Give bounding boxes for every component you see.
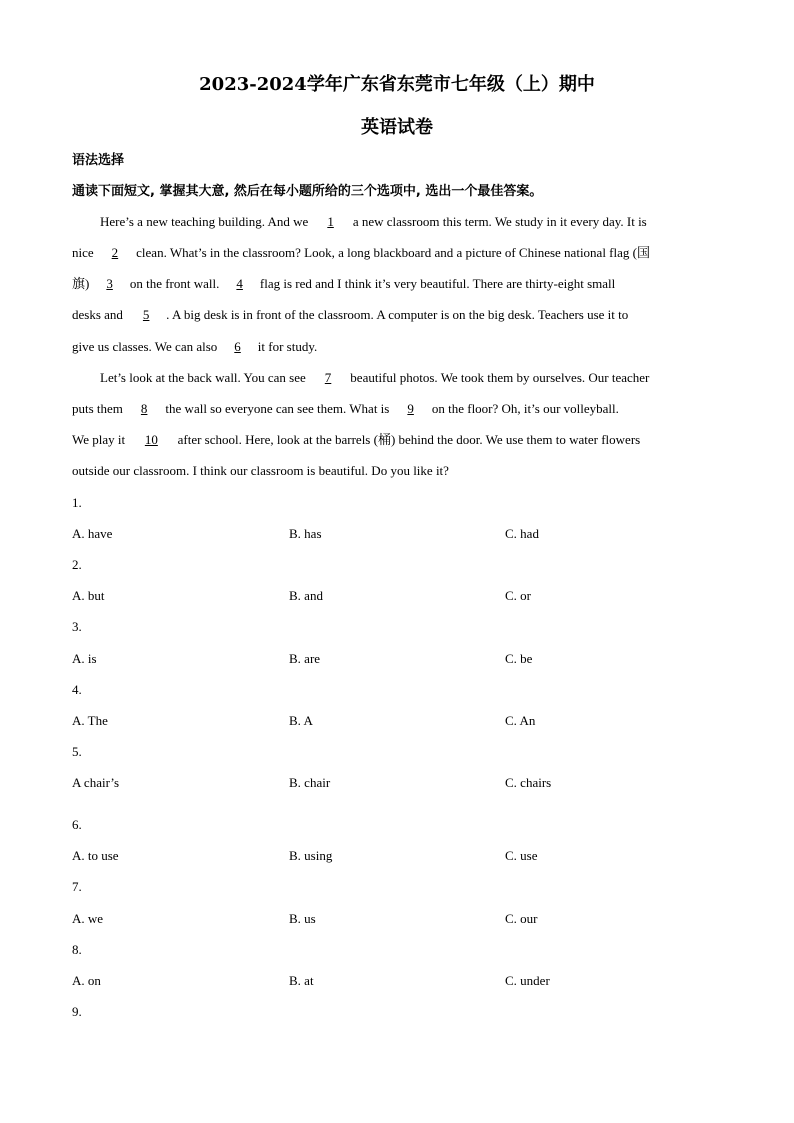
question-5-option-c[interactable]: C. chairs bbox=[505, 775, 552, 790]
question-7-option-a[interactable]: A. we bbox=[72, 911, 104, 926]
passage-line-3: 旗) 3 on the front wall. 4 flag is red and I think it’s very beautiful. There are thirty-eight small bbox=[72, 276, 616, 291]
question-7-option-b[interactable]: B. us bbox=[289, 911, 316, 926]
question-6-option-c[interactable]: C. use bbox=[505, 848, 538, 863]
passage-line-6: Let’s look at the back wall. You can see 7 beautiful photos. We took them by ourselves. Our teacher bbox=[100, 370, 650, 385]
question-4-option-a[interactable]: A. The bbox=[72, 713, 108, 728]
question-6-option-b[interactable]: B. using bbox=[289, 848, 333, 863]
question-9-number: 9. bbox=[72, 1004, 82, 1019]
question-3-number: 3. bbox=[72, 619, 82, 634]
exam-title: 2023-2024学年广东省东莞市七年级（上）期中 bbox=[199, 74, 595, 95]
question-8-number: 8. bbox=[72, 942, 82, 957]
question-8-option-a[interactable]: A. on bbox=[72, 973, 101, 988]
blank-3: 3 bbox=[106, 276, 113, 291]
blank-5: 5 bbox=[142, 307, 150, 322]
blank-10: 10 bbox=[144, 432, 158, 447]
passage-line-9: outside our classroom. I think our classroom is beautiful. Do you like it? bbox=[72, 463, 449, 478]
passage-line-4: desks and 5 . A big desk is in front of the classroom. A computer is on the big desk. Teachers use it to bbox=[72, 307, 629, 322]
passage-line-1: Here’s a new teaching building. And we 1 a new classroom this term. We study in it every day. It is bbox=[100, 214, 647, 229]
question-8-option-b[interactable]: B. at bbox=[289, 973, 314, 988]
question-1-number: 1. bbox=[72, 495, 82, 510]
question-3-option-c[interactable]: C. be bbox=[505, 651, 533, 666]
question-2-option-a[interactable]: A. but bbox=[72, 588, 105, 603]
question-1-option-b[interactable]: B. has bbox=[289, 526, 322, 541]
question-3-option-a[interactable]: A. is bbox=[72, 651, 97, 666]
question-2-number: 2. bbox=[72, 557, 82, 572]
blank-8: 8 bbox=[140, 401, 148, 416]
passage-line-2: nice 2 clean. What’s in the classroom? Look, a long blackboard and a picture of Chinese national flag (国 bbox=[72, 245, 650, 260]
passage-line-8: We play it 10 after school. Here, look at the barrels (桶) behind the door. We use them to water flowers bbox=[72, 432, 641, 447]
question-8-option-c[interactable]: C. under bbox=[505, 973, 550, 988]
question-1-option-a[interactable]: A. have bbox=[72, 526, 113, 541]
question-2-option-c[interactable]: C. or bbox=[505, 588, 531, 603]
blank-2: 2 bbox=[111, 245, 119, 260]
question-6-option-a[interactable]: A. to use bbox=[72, 848, 119, 863]
blank-4: 4 bbox=[236, 276, 243, 291]
question-2-option-b[interactable]: B. and bbox=[289, 588, 323, 603]
question-6-number: 6. bbox=[72, 817, 82, 832]
question-1-option-c[interactable]: C. had bbox=[505, 526, 539, 541]
blank-9: 9 bbox=[407, 401, 414, 416]
question-4-option-c[interactable]: C. An bbox=[505, 713, 536, 728]
exam-subtitle: 英语试卷 bbox=[361, 117, 433, 138]
section-instruction: 通读下面短文, 掌握其大意, 然后在每小题所给的三个选项中, 选出一个最佳答案。 bbox=[72, 184, 543, 199]
question-7-number: 7. bbox=[72, 879, 82, 894]
blank-1: 1 bbox=[327, 214, 334, 229]
passage-line-7: puts them 8 the wall so everyone can see them. What is 9 on the floor? Oh, it’s our volleyball. bbox=[72, 401, 619, 416]
question-4-option-b[interactable]: B. A bbox=[289, 713, 313, 728]
section-heading: 语法选择 bbox=[72, 153, 125, 168]
question-7-option-c[interactable]: C. our bbox=[505, 911, 538, 926]
question-3-option-b[interactable]: B. are bbox=[289, 651, 321, 666]
question-4-number: 4. bbox=[72, 682, 82, 697]
blank-6: 6 bbox=[234, 339, 241, 354]
question-5-option-a[interactable]: A chair’s bbox=[72, 775, 120, 790]
blank-7: 7 bbox=[324, 370, 332, 385]
passage-line-5: give us classes. We can also 6 it for study. bbox=[72, 339, 318, 354]
question-5-option-b[interactable]: B. chair bbox=[289, 775, 331, 790]
question-5-number: 5. bbox=[72, 744, 82, 759]
